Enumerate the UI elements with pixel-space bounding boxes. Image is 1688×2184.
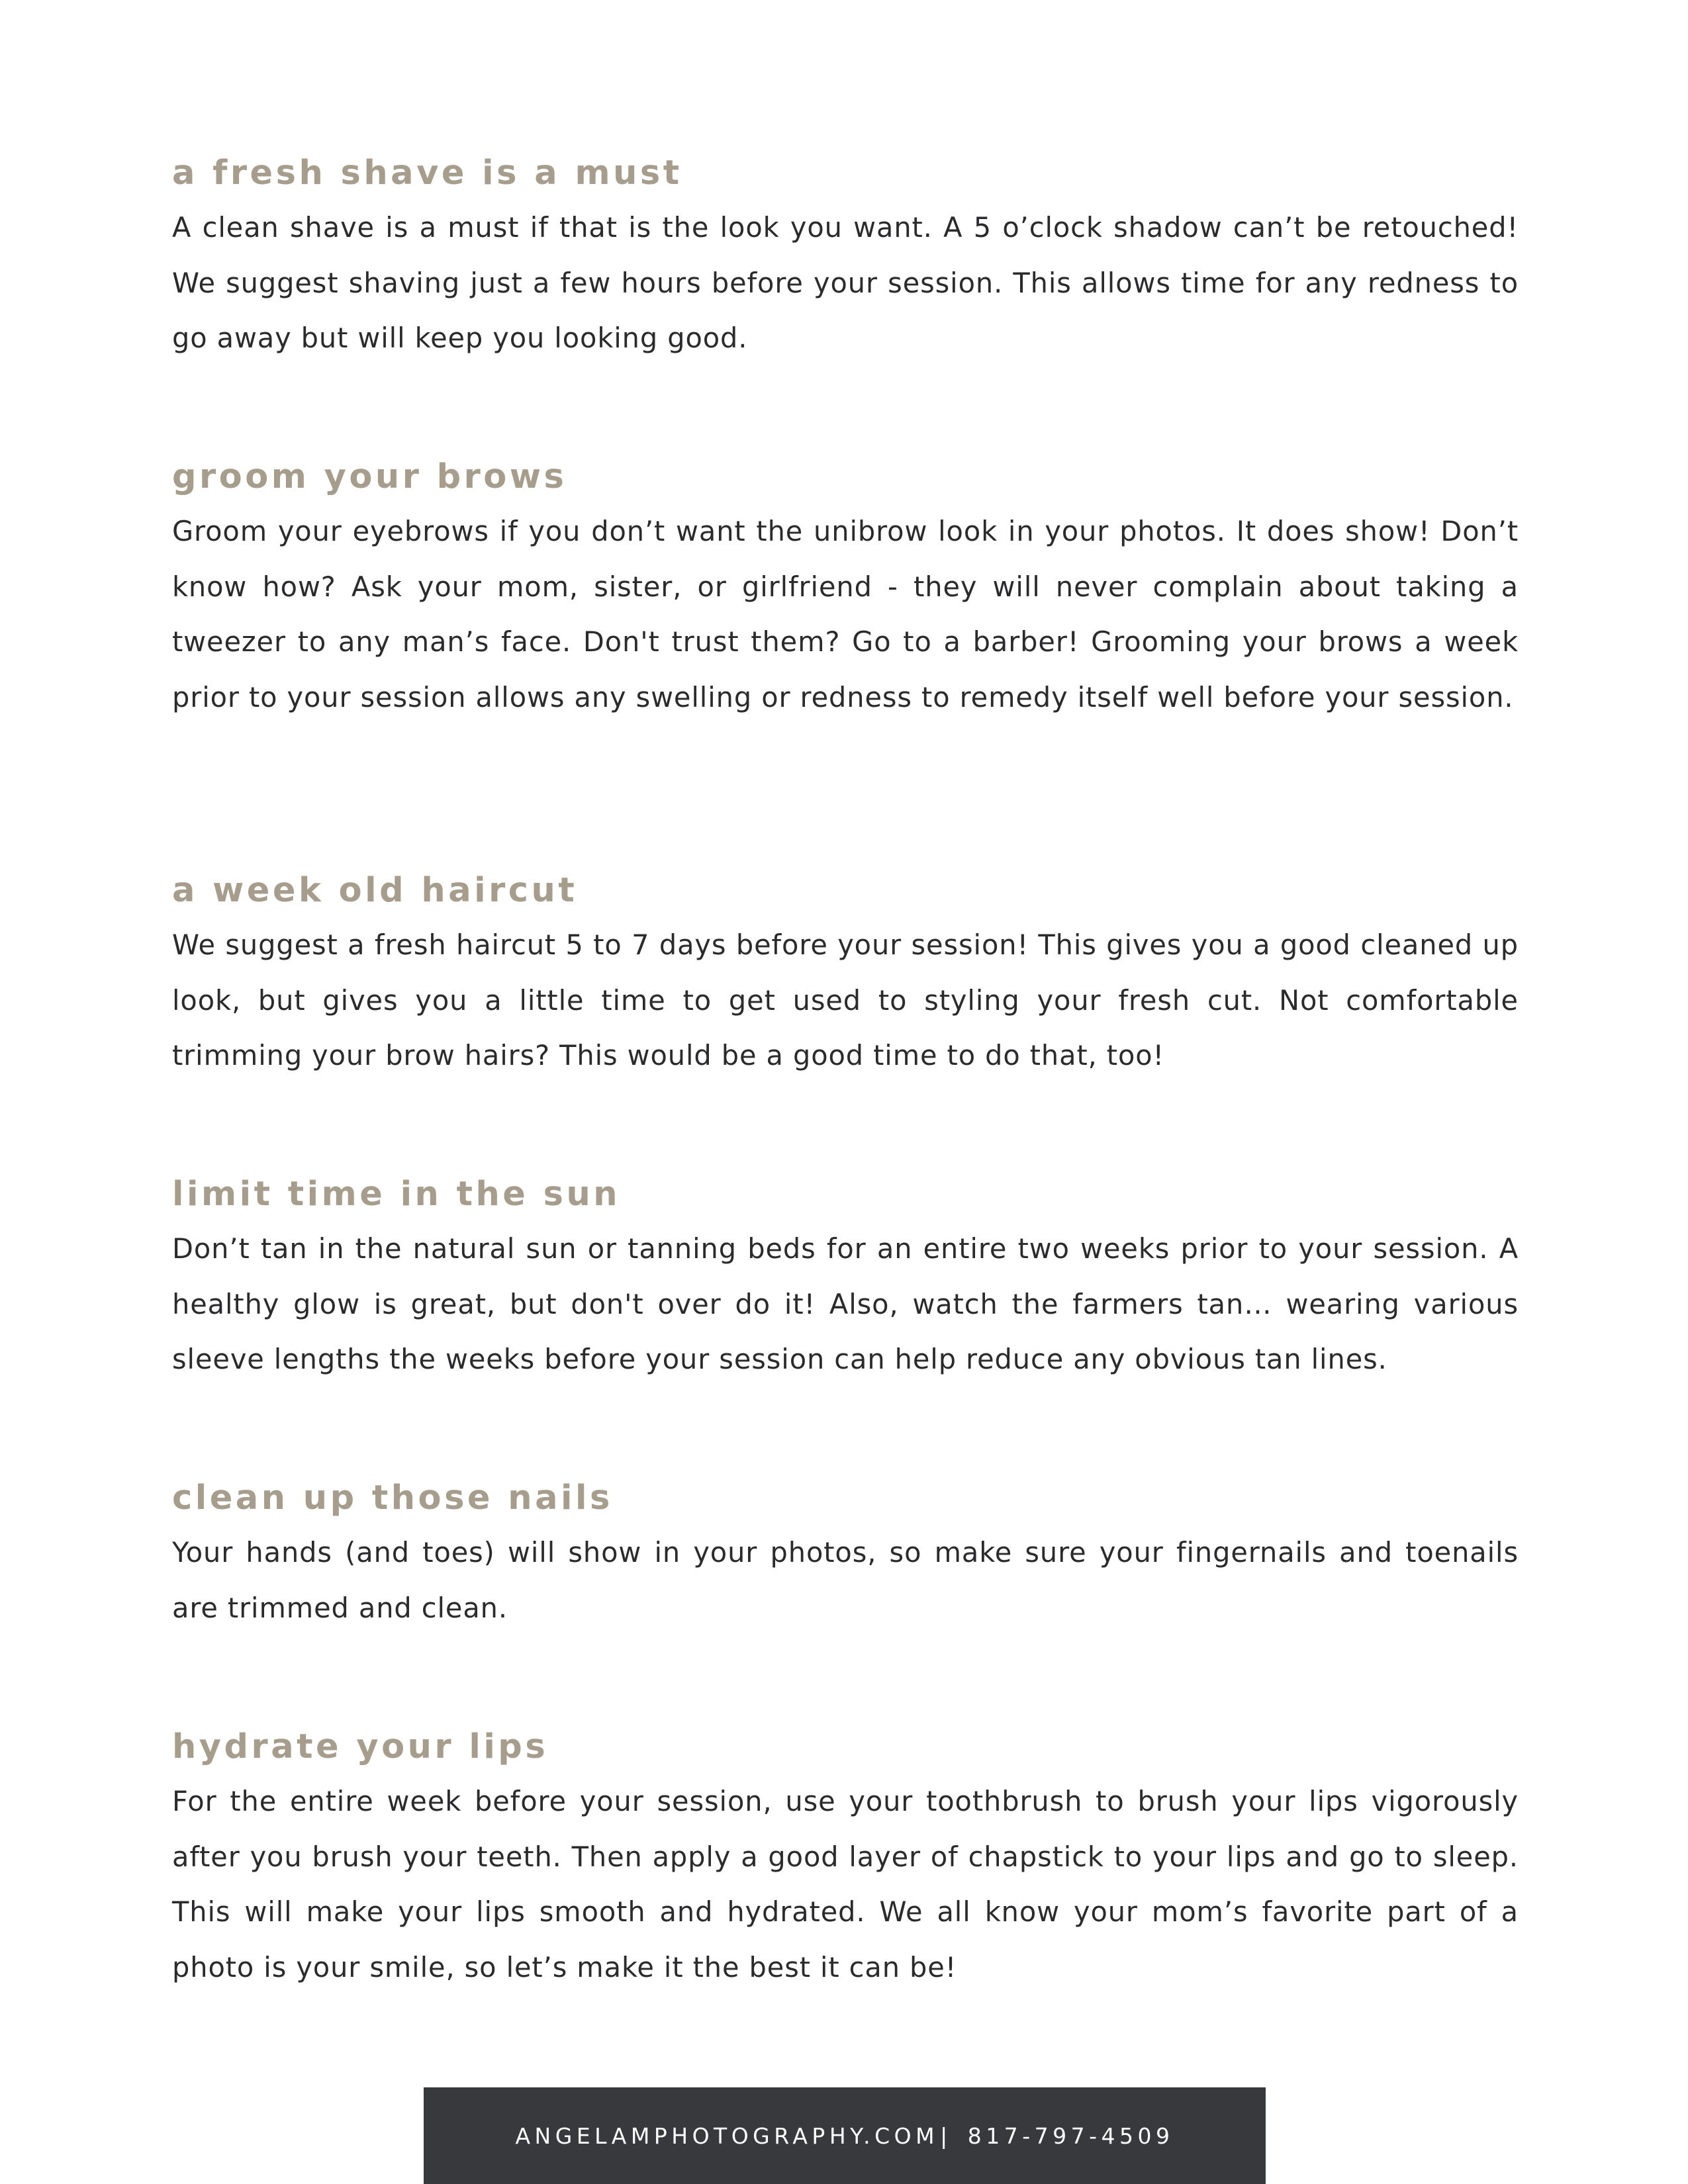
section-heading: clean up those nails [172,1479,613,1518]
tip-section-groom-brows [172,451,1519,725]
section-heading: limit time in the sun [172,1175,621,1214]
tip-section-haircut [172,864,1519,1083]
section-body: We suggest a fresh haircut 5 to 7 days before your session! This gives you a good cleaned up look, but gives you a little time to get used to styling your fresh cut. Not comfortable trimming your brow hairs? This would be a good time to do that, too! [172,929,1519,1071]
tip-section-limit-sun [172,1168,1519,1387]
section-body: Don’t tan in the natural sun or tanning beds for an entire two weeks prior to your session. A healthy glow is great, but don't over do it! Also, watch the farmers tan… wearing various sleeve lengths the weeks before your session can help reduce any obvious tan lines. [172,1232,1519,1375]
footer-website: ANGELAMPHOTOGRAPHY.COM [515,2122,939,2149]
footer-phone: 817-797-4509 [967,2122,1174,2149]
section-heading: hydrate your lips [172,1727,549,1766]
tip-section-fresh-shave [172,147,1519,366]
section-body: Your hands (and toes) will show in your photos, so make sure your fingernails and toenails are trimmed and clean. [172,1536,1519,1624]
section-heading: groom your brows [172,457,567,496]
section-heading: a fresh shave is a must [172,154,682,193]
tip-section-lips [172,1721,1519,1995]
section-body: Groom your eyebrows if you don’t want the unibrow look in your photos. It does show! Don’t know how? Ask your mom, sister, or girlfriend - they will never complain about taking a tweezer to any man’s face. Don't trust them? Go to a barber! Grooming your brows a week prior to your session allows any swelling or redness to remedy itself well before your session. [172,515,1519,713]
tip-section-nails [172,1472,1519,1635]
section-heading: a week old haircut [172,871,578,910]
section-body: For the entire week before your session, use your toothbrush to brush your lips vigorously after you brush your teeth. Then apply a good layer of chapstick to your lips and go to sleep. This will make your lips smooth and hydrated. We all know your mom’s favorite part of a photo is your smile, so let’s make it the best it can be! [172,1785,1519,1983]
footer-separator: | [940,2122,952,2149]
footer-bar [424,2087,1266,2184]
section-body: A clean shave is a must if that is the look you want. A 5 o’clock shadow can’t be retouched! We suggest shaving just a few hours before your session. This allows time for any redness to go away but will keep you looking good. [172,211,1519,354]
